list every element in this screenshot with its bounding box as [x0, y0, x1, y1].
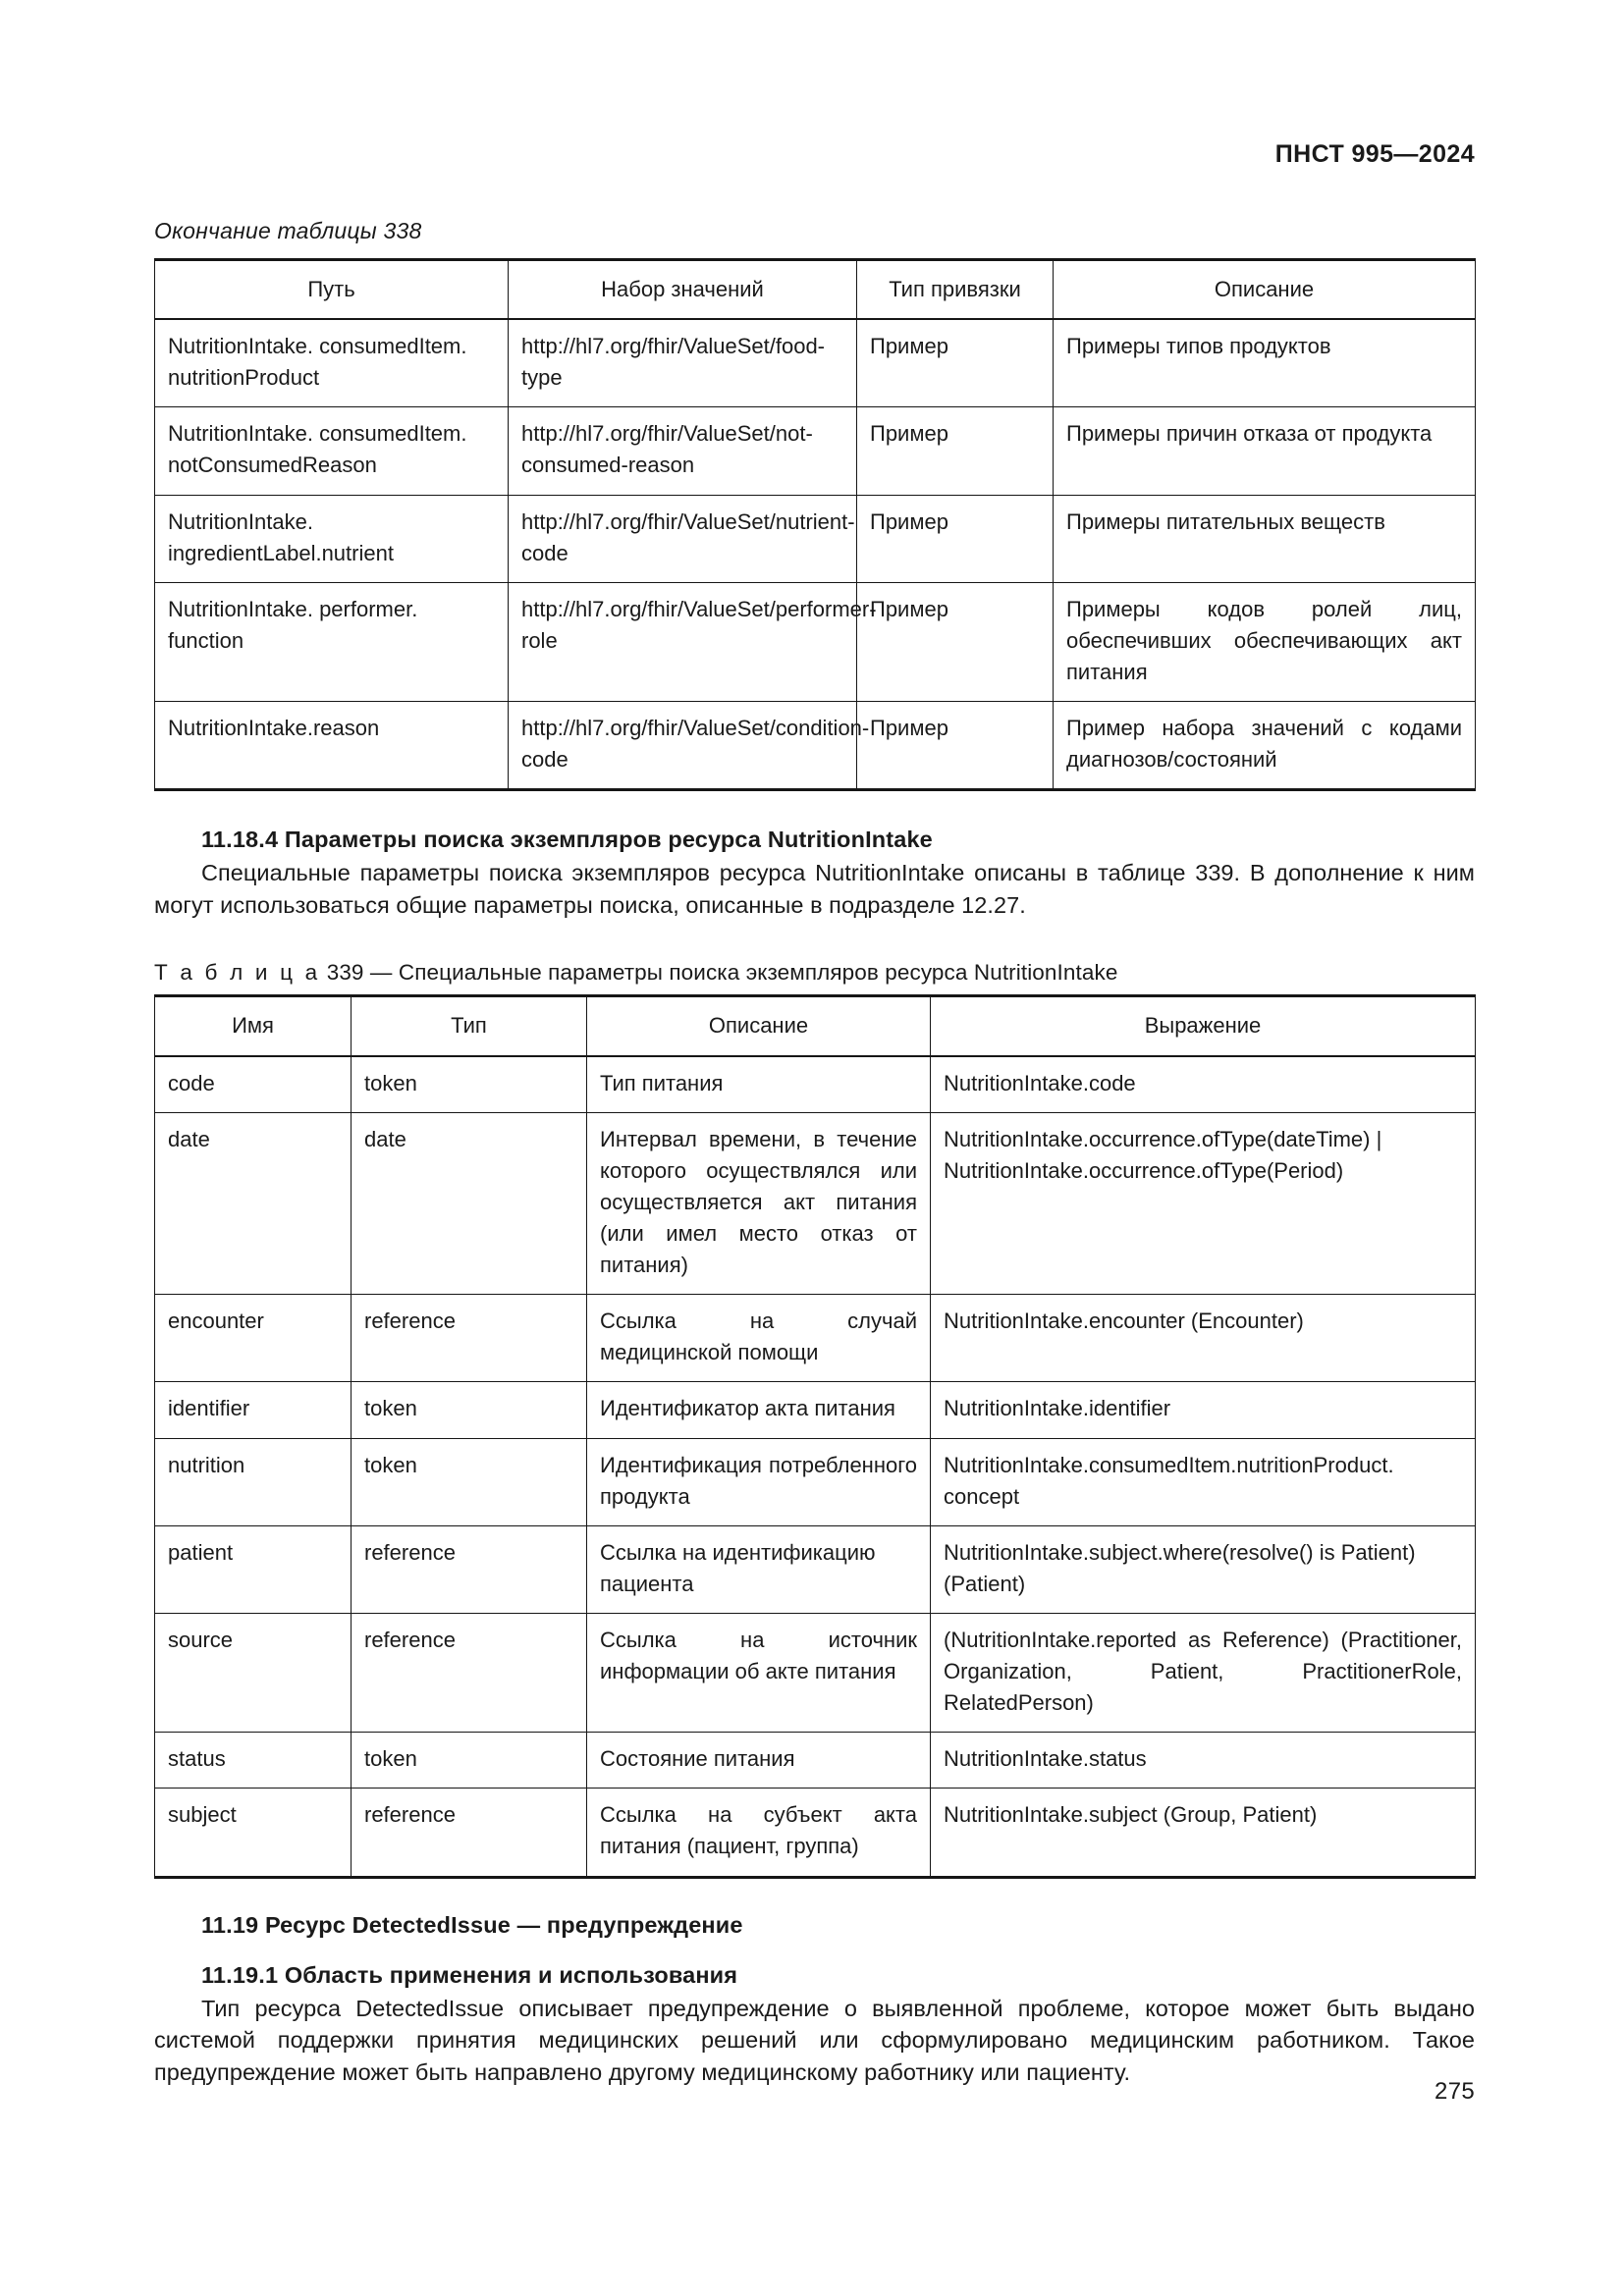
- page-content: [154, 0, 1475, 2088]
- cell-type: token: [352, 1056, 587, 1113]
- table-338: [154, 258, 1476, 791]
- table-row: [155, 1733, 1476, 1789]
- table-339-col-expression: Выражение: [931, 996, 1476, 1056]
- cell-path: NutritionIntake. ingredientLabel.nutrient: [155, 495, 509, 582]
- table-row: [155, 407, 1476, 495]
- table-339-caption: [154, 960, 1475, 986]
- cell-type: reference: [352, 1613, 587, 1732]
- table-row: [155, 319, 1476, 407]
- running-header: ПНСТ 995—2024: [1274, 140, 1475, 168]
- cell-valueset: http://hl7.org/fhir/ValueSet/nutrient-code: [509, 495, 857, 582]
- cell-description: Пример набора значений с кодами диагнозов/состояний: [1054, 702, 1476, 790]
- table-339-col-type: Тип: [352, 996, 587, 1056]
- table-338-col-path: Путь: [155, 260, 509, 320]
- cell-description: Состояние питания: [587, 1733, 931, 1789]
- cell-binding: Пример: [857, 407, 1054, 495]
- cell-expression: NutritionIntake.identifier: [931, 1382, 1476, 1438]
- cell-path: NutritionIntake. consumedItem. notConsumedReason: [155, 407, 509, 495]
- cell-expression: (NutritionIntake.reported as Reference) (Practitioner, Organization, Patient, PractitionerRole, RelatedPerson): [931, 1613, 1476, 1732]
- table-row: [155, 1613, 1476, 1732]
- cell-type: reference: [352, 1525, 587, 1613]
- heading-11-18-4: 11.18.4 Параметры поиска экземпляров ресурса NutritionIntake: [201, 827, 933, 853]
- table-339-caption-label: Т а б л и ц а: [154, 960, 321, 986]
- cell-expression: NutritionIntake.subject (Group, Patient): [931, 1789, 1476, 1877]
- cell-description: Примеры типов продуктов: [1054, 319, 1476, 407]
- table-row: [155, 1295, 1476, 1382]
- cell-type: token: [352, 1733, 587, 1789]
- cell-name: patient: [155, 1525, 352, 1613]
- table-row: [155, 1382, 1476, 1438]
- cell-type: token: [352, 1382, 587, 1438]
- cell-name: subject: [155, 1789, 352, 1877]
- table-339-header-row: [155, 996, 1476, 1056]
- table-338-col-description: Описание: [1054, 260, 1476, 320]
- table-row: [155, 582, 1476, 701]
- cell-description: Тип питания: [587, 1056, 931, 1113]
- table-338-col-valueset: Набор значений: [509, 260, 857, 320]
- cell-name: nutrition: [155, 1438, 352, 1525]
- cell-name: identifier: [155, 1382, 352, 1438]
- table-row: [155, 1525, 1476, 1613]
- cell-description: Ссылка на случай медицинской помощи: [587, 1295, 931, 1382]
- cell-valueset: http://hl7.org/fhir/ValueSet/not-consumed-reason: [509, 407, 857, 495]
- table-row: [155, 1438, 1476, 1525]
- table-row: [155, 702, 1476, 790]
- cell-valueset: http://hl7.org/fhir/ValueSet/performer-role: [509, 582, 857, 701]
- paragraph-11-18-4: Специальные параметры поиска экземпляров ресурса NutritionIntake описаны в таблице 339. В дополнение к ним могут использоваться общие параметры поиска, описанные в подразделе 12.27.: [154, 860, 1475, 918]
- cell-description: Ссылка на идентификацию пациента: [587, 1525, 931, 1613]
- cell-expression: NutritionIntake.encounter (Encounter): [931, 1295, 1476, 1382]
- cell-expression: NutritionIntake.consumedItem.nutritionProduct. concept: [931, 1438, 1476, 1525]
- table-339-col-description: Описание: [587, 996, 931, 1056]
- cell-path: NutritionIntake. performer. function: [155, 582, 509, 701]
- table-339: [154, 994, 1476, 1878]
- cell-name: status: [155, 1733, 352, 1789]
- cell-path: NutritionIntake.reason: [155, 702, 509, 790]
- page-number: 275: [1435, 2078, 1475, 2105]
- table-339-col-name: Имя: [155, 996, 352, 1056]
- cell-description: Примеры кодов ролей лиц, обеспечивших обеспечивающих акт питания: [1054, 582, 1476, 701]
- cell-type: reference: [352, 1295, 587, 1382]
- cell-expression: NutritionIntake.code: [931, 1056, 1476, 1113]
- table-339-caption-rest: 339 — Специальные параметры поиска экземпляров ресурса NutritionIntake: [320, 960, 1118, 986]
- table-row: [155, 1789, 1476, 1877]
- cell-description: Примеры причин отказа от продукта: [1054, 407, 1476, 495]
- paragraph-11-19-1: Тип ресурса DetectedIssue описывает предупреждение о выявленной проблеме, которое может быть выдано системой поддержки принятия медицинских решений или сформулировано медицинским работником. Такое предупреждение может быть направлено другому медицинскому работнику или пациенту.: [154, 1995, 1475, 2085]
- table-338-caption: Окончание таблицы 338: [154, 218, 422, 243]
- cell-description: Идентификатор акта питания: [587, 1382, 931, 1438]
- cell-binding: Пример: [857, 582, 1054, 701]
- table-338-header-row: [155, 260, 1476, 320]
- cell-expression: NutritionIntake.status: [931, 1733, 1476, 1789]
- cell-type: date: [352, 1112, 587, 1295]
- cell-description: Интервал времени, в течение которого осуществлялся или осуществляется акт питания (или имел место отказ от питания): [587, 1112, 931, 1295]
- cell-expression: NutritionIntake.occurrence.ofType(dateTime) | NutritionIntake.occurrence.ofType(Period): [931, 1112, 1476, 1295]
- cell-description: Ссылка на источник информации об акте питания: [587, 1613, 931, 1732]
- cell-path: NutritionIntake. consumedItem. nutritionProduct: [155, 319, 509, 407]
- cell-binding: Пример: [857, 495, 1054, 582]
- table-row: [155, 1056, 1476, 1113]
- cell-name: date: [155, 1112, 352, 1295]
- table-338-col-binding: Тип привязки: [857, 260, 1054, 320]
- cell-name: code: [155, 1056, 352, 1113]
- cell-description: Примеры питательных веществ: [1054, 495, 1476, 582]
- cell-binding: Пример: [857, 702, 1054, 790]
- heading-11-19-1: 11.19.1 Область применения и использования: [201, 1961, 738, 1988]
- cell-name: encounter: [155, 1295, 352, 1382]
- cell-type: reference: [352, 1789, 587, 1877]
- cell-name: source: [155, 1613, 352, 1732]
- cell-description: Ссылка на субъект акта питания (пациент, группа): [587, 1789, 931, 1877]
- cell-expression: NutritionIntake.subject.where(resolve() is Patient) (Patient): [931, 1525, 1476, 1613]
- table-row: [155, 1112, 1476, 1295]
- cell-binding: Пример: [857, 319, 1054, 407]
- heading-11-19: 11.19 Ресурс DetectedIssue — предупреждение: [201, 1911, 743, 1938]
- cell-type: token: [352, 1438, 587, 1525]
- cell-description: Идентификация потребленного продукта: [587, 1438, 931, 1525]
- cell-valueset: http://hl7.org/fhir/ValueSet/condition-code: [509, 702, 857, 790]
- cell-valueset: http://hl7.org/fhir/ValueSet/food-type: [509, 319, 857, 407]
- table-row: [155, 495, 1476, 582]
